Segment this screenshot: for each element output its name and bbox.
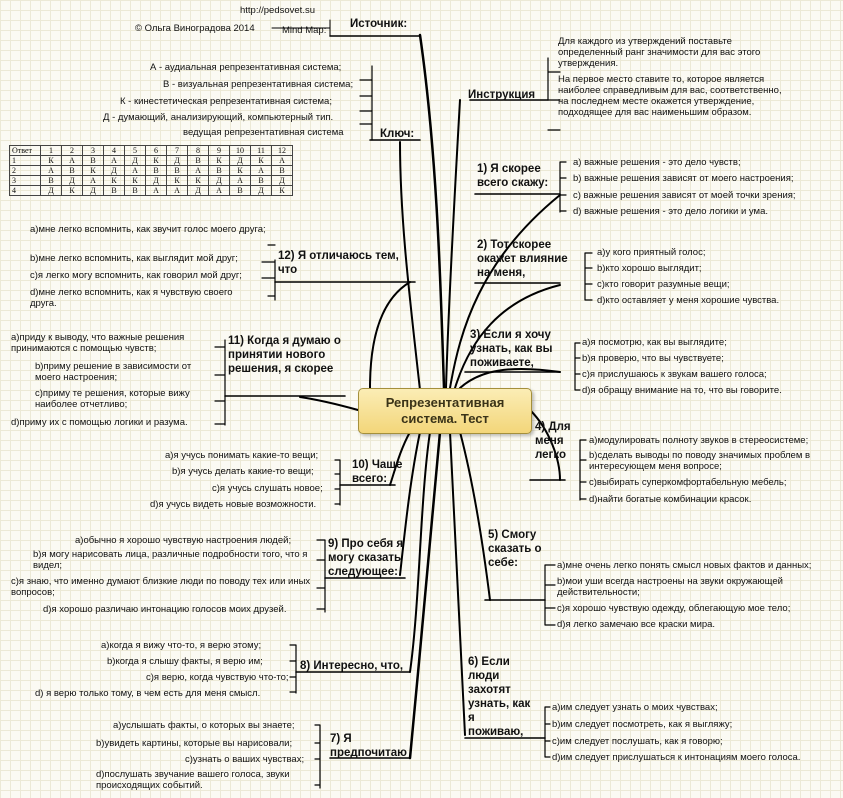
key-table-cell: К [83, 166, 104, 176]
key-table-cell: 3 [10, 176, 41, 186]
source-url[interactable]: http://pedsovet.su [240, 5, 315, 16]
key-table-row [10, 166, 293, 176]
key-table-cell: А [251, 166, 272, 176]
key-table-cell: А [188, 166, 209, 176]
question-10-answer-c: c)я учусь слушать новое; [212, 483, 323, 494]
key-table-row [10, 176, 293, 186]
question-3-heading: 3) Если я хочу узнать, как вы поживаете, [470, 329, 553, 369]
key-table-row [10, 186, 293, 196]
key-table-cell: А [83, 176, 104, 186]
key-table-cell: А [125, 166, 146, 176]
question-7-answer-d: d)послушать звучание вашего голоса, звуки происходящих событий. [96, 769, 290, 791]
key-table-cell: 7 [167, 146, 188, 156]
key-table-cell: К [167, 176, 188, 186]
key-table-cell: В [230, 186, 251, 196]
key-table-cell: Д [125, 156, 146, 166]
question-9-answer-a: a)обычно я хорошо чувствую настроения людей; [75, 535, 292, 546]
key-table-cell: 4 [10, 186, 41, 196]
key-table-cell: К [146, 156, 167, 166]
question-11-heading: 11) Когда я думаю о принятии нового решения, я скорее [228, 335, 341, 375]
question-1-answer-a: a) важные решения - это дело чувств; [573, 157, 741, 168]
key-table-cell: 1 [10, 156, 41, 166]
question-8-heading: 8) Интересно, что, [300, 660, 404, 672]
question-1-answer-d: d) важные решения - это дело логики и ума. [573, 206, 769, 217]
question-4-heading: 4) Для меня легко [535, 421, 571, 461]
key-table-cell: 2 [62, 146, 83, 156]
key-item-leading: ведущая репрезентативная система [183, 127, 344, 138]
instruction-heading: Инструкция [468, 89, 536, 101]
question-11-answer-a: a)приду к выводу, что важные решения принимаются с помощью чувств; [11, 332, 185, 354]
central-topic: Репрезентативная система. Тест [358, 388, 532, 434]
question-10-answer-b: b)я учусь делать какие-то вещи; [172, 466, 314, 477]
key-table-cell: Д [251, 186, 272, 196]
question-7-answer-b: b)увидеть картины, которые вы нарисовали; [96, 738, 293, 749]
key-table-cell: Д [62, 176, 83, 186]
key-table-cell: 10 [230, 146, 251, 156]
key-heading: Ключ: [380, 128, 415, 140]
question-5-answer-b: b)мои уши всегда настроены на звуки окружающей действительности; [557, 576, 783, 598]
key-table-cell: Д [146, 176, 167, 186]
key-table-cell: 5 [125, 146, 146, 156]
key-table-cell: 12 [272, 146, 293, 156]
question-6-answer-a: a)им следует узнать о моих чувствах; [552, 702, 718, 713]
key-table-cell: В [125, 186, 146, 196]
key-table-cell: Д [41, 186, 62, 196]
source-mindmap: Mind Map: [282, 25, 327, 36]
question-9-answer-c: c)я знаю, что именно думают близкие люди по поводу тех или иных вопросов; [11, 576, 311, 598]
key-item-a: А - аудиальная репрезентативная система; [150, 62, 342, 73]
key-table-cell: В [62, 166, 83, 176]
key-item-v: В - визуальная репрезентативная система; [163, 79, 354, 90]
question-8-answer-d: d) я верю только тому, в чем есть для меня смысл. [35, 688, 261, 699]
question-11-answer-b: b)приму решение в зависимости от моего настроения; [35, 361, 192, 383]
key-table-header [10, 146, 293, 156]
question-10-answer-a: a)я учусь понимать какие-то вещи; [165, 450, 319, 461]
question-7-heading: 7) Я предпочитаю [330, 733, 407, 759]
key-table-cell: К [188, 176, 209, 186]
key-item-d: Д - думающий, анализирующий, компьютерный тип. [103, 112, 334, 123]
question-3-answer-d: d)я обращу внимание на то, что вы говорите. [582, 385, 782, 396]
key-table-cell: А [41, 166, 62, 176]
question-2-answer-a: a)у кого приятный голос; [597, 247, 706, 258]
question-7-answer-a: a)услышать факты, о которых вы знаете; [113, 720, 295, 731]
key-table-cell: 3 [83, 146, 104, 156]
key-table-cell: Д [230, 156, 251, 166]
question-5-heading: 5) Смогу сказать о себе: [488, 529, 542, 569]
question-4-answer-d: d)найти богатые комбинации красок. [589, 494, 752, 505]
question-12-answer-c: c)я легко могу вспомнить, как говорил мой друг; [30, 270, 242, 281]
question-12-answer-d: d)мне легко вспомнить, как я чувствую своего друга. [30, 287, 233, 309]
question-5-answer-d: d)я легко замечаю все краски мира. [557, 619, 716, 630]
key-table-cell: 6 [146, 146, 167, 156]
instruction-line-1: Для каждого из утверждений поставьте определенный ранг значимости для вас этого утверждения. [558, 36, 761, 69]
question-8-answer-a: a)когда я вижу что-то, я верю этому; [101, 640, 262, 651]
key-table-cell: А [272, 156, 293, 166]
question-9-heading: 9) Про себя я могу сказать следующее: [328, 538, 404, 578]
question-12-answer-b: b)мне легко вспомнить, как выглядит мой друг; [30, 253, 238, 264]
key-table-cell: А [62, 156, 83, 166]
question-12-heading: 12) Я отличаюсь тем, что [278, 250, 399, 276]
key-table-cell: К [41, 156, 62, 166]
question-1-heading: 1) Я скорее всего скажу: [477, 163, 549, 189]
question-2-answer-d: d)кто оставляет у меня хорошие чувства. [597, 295, 780, 306]
question-11-answer-d: d)приму их с помощью логики и разума. [11, 417, 188, 428]
key-table-cell: А [209, 186, 230, 196]
question-6-answer-c: c)им следует послушать, как я говорю; [552, 736, 723, 747]
key-table-cell: 1 [41, 146, 62, 156]
question-5-answer-c: c)я хорошо чувствую одежду, облегающую мое тело; [557, 603, 791, 614]
key-table-row [10, 156, 293, 166]
question-6-heading: 6) Если люди захотят узнать, как я поживаю, [468, 656, 531, 738]
key-table-cell: А [167, 186, 188, 196]
key-table [9, 145, 293, 196]
question-9-answer-d: d)я хорошо различаю интонацию голосов моих друзей. [43, 604, 287, 615]
key-table-cell: К [230, 166, 251, 176]
question-5-answer-a: a)мне очень легко понять смысл новых фактов и данных; [557, 560, 812, 571]
question-2-answer-c: c)кто говорит разумные вещи; [597, 279, 730, 290]
question-7-answer-c: c)узнать о ваших чувствах; [185, 754, 305, 765]
question-8-answer-c: c)я верю, когда чувствую что-то; [146, 672, 289, 683]
key-table-cell: К [104, 176, 125, 186]
source-heading: Источник: [350, 18, 408, 30]
question-1-answer-c: c) важные решения зависят от моей точки зрения; [573, 190, 796, 201]
key-table-cell: Ответ [10, 146, 41, 156]
key-table-cell: А [230, 176, 251, 186]
key-table-cell: Д [272, 176, 293, 186]
key-table-cell: 4 [104, 146, 125, 156]
question-10-heading: 10) Чаще всего: [352, 459, 403, 485]
key-table-cell: В [167, 166, 188, 176]
key-table-cell: К [125, 176, 146, 186]
question-6-answer-d: d)им следует прислушаться к интонациям моего голоса. [552, 752, 801, 763]
key-table-cell: 8 [188, 146, 209, 156]
key-item-k: К - кинестетическая репрезентативная система; [120, 96, 332, 107]
question-3-answer-a: a)я посмотрю, как вы выглядите; [582, 337, 727, 348]
question-9-answer-b: b)я могу нарисовать лица, различные подробности того, что я видел; [33, 549, 308, 571]
key-table-cell: В [272, 166, 293, 176]
source-copyright: © Ольга Виноградова 2014 [135, 23, 255, 34]
instruction-line-2: На первое место ставите то, которое является наиболее справедливым для вас, соответственно, на последнем месте окажется утверждение, подходящее для вас наименьшим образом. [558, 74, 782, 118]
question-11-answer-c: c)приму те решения, которые вижу наиболее отчетливо; [35, 388, 190, 410]
question-4-answer-b: b)сделать выводы по поводу значимых проблем в интересующем меня вопросе; [589, 450, 811, 472]
key-table-cell: К [251, 156, 272, 166]
key-table-cell: 9 [209, 146, 230, 156]
question-4-answer-c: c)выбирать суперкомфортабельную мебель; [589, 477, 787, 488]
question-4-answer-a: a)модулировать полноту звуков в стереосистеме; [589, 435, 809, 446]
key-table-cell: В [251, 176, 272, 186]
key-table-cell: В [209, 166, 230, 176]
key-table-cell: Д [167, 156, 188, 166]
question-6-answer-b: b)им следует посмотреть, как я выгляжу; [552, 719, 733, 730]
key-table-cell: К [272, 186, 293, 196]
key-table-cell: 2 [10, 166, 41, 176]
key-table-cell: А [104, 156, 125, 166]
key-table-cell: В [41, 176, 62, 186]
question-1-answer-b: b) важные решения зависят от моего настроения; [573, 173, 794, 184]
key-table-cell: В [83, 156, 104, 166]
question-10-answer-d: d)я учусь видеть новые возможности. [150, 499, 317, 510]
key-table-cell: Д [209, 176, 230, 186]
question-8-answer-b: b)когда я слышу факты, я верю им; [107, 656, 263, 667]
key-table-cell: 11 [251, 146, 272, 156]
question-3-answer-c: c)я прислушаюсь к звукам вашего голоса; [582, 369, 767, 380]
key-table-cell: К [62, 186, 83, 196]
question-12-answer-a: a)мне легко вспомнить, как звучит голос моего друга; [30, 224, 266, 235]
key-table-cell: В [104, 186, 125, 196]
key-table-cell: Д [104, 166, 125, 176]
key-table-cell: К [209, 156, 230, 166]
key-table-cell: В [188, 156, 209, 166]
key-table-cell: Д [83, 186, 104, 196]
question-3-answer-b: b)я проверю, что вы чувствуете; [582, 353, 724, 364]
key-table-cell: А [146, 186, 167, 196]
question-2-heading: 2) Тот скорее окажет влияние на меня, [477, 239, 568, 279]
question-2-answer-b: b)кто хорошо выглядит; [597, 263, 702, 274]
key-table-cell: В [146, 166, 167, 176]
key-table-cell: Д [188, 186, 209, 196]
